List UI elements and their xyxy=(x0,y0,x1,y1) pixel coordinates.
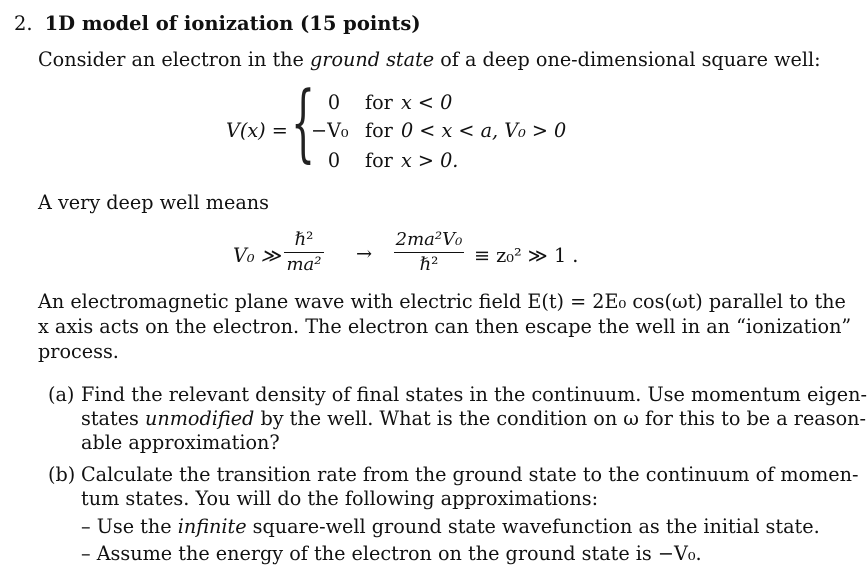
dash-marker: – xyxy=(81,542,91,565)
intro-text-after: of a deep one-dimensional square well: xyxy=(434,48,821,71)
problem-heading xyxy=(14,12,421,35)
fraction-2ma2V0-over-hbar2 xyxy=(394,229,464,275)
intro-text-before: Consider an electron in the xyxy=(38,48,310,71)
problem-number: 2. xyxy=(14,12,33,35)
deep-well-lhs: V₀ ≫ xyxy=(233,244,281,267)
part-b-line-1: Calculate the transition rate from the ground state to the continuum of momen- xyxy=(81,463,859,486)
potential-lhs: V(x) = xyxy=(226,119,288,142)
part-b-label: (b) xyxy=(48,463,76,486)
implies-arrow: → xyxy=(356,242,373,265)
part-a-line-1: Find the relevant density of final states in the continuum. Use momentum eigen- xyxy=(81,383,867,406)
case-value-1: 0 xyxy=(327,91,341,114)
intro-sentence xyxy=(38,48,821,71)
case-condition-1: x < 0 xyxy=(401,91,453,114)
part-a-line-3: able approximation? xyxy=(81,431,280,454)
fraction2-denominator: ℏ² xyxy=(419,254,439,275)
case-condition-2: 0 < x < a, V₀ > 0 xyxy=(401,119,567,142)
paragraph-line-2: x axis acts on the electron. The electron can then escape the well in an “ionization” xyxy=(38,315,852,338)
case-for-2: for xyxy=(365,119,393,142)
part-a-label: (a) xyxy=(48,383,75,406)
deep-well-rhs: ≡ z₀² ≫ 1 . xyxy=(474,244,579,267)
fraction1-bar xyxy=(284,252,324,253)
part-b-line-2: tum states. You will do the following approximations: xyxy=(81,487,599,510)
paragraph-line-3: process. xyxy=(38,340,119,363)
fraction1-denominator: ma² xyxy=(286,254,322,275)
case-value-2: −V₀ xyxy=(311,119,349,142)
fraction2-bar xyxy=(394,252,464,253)
part-b-subitem-1: – Use the infinite square-well ground state wavefunction as the initial state. xyxy=(81,515,820,538)
paragraph-line-1: An electromagnetic plane wave with electric field E(t) = 2E₀ cos(ωt) parallel to the xyxy=(38,290,846,313)
problem-title: 1D model of ionization (15 points) xyxy=(44,12,421,35)
deep-well-text: A very deep well means xyxy=(38,191,269,214)
intro-emphasis: ground state xyxy=(309,48,435,71)
fraction2-numerator: 2ma²V₀ xyxy=(395,229,463,250)
case-condition-3: x > 0. xyxy=(401,149,459,172)
dash-marker: – xyxy=(81,515,91,538)
part-a-line-2: states unmodified by the well. What is the condition on ω for this to be a reason- xyxy=(81,407,866,430)
case-for-1: for xyxy=(365,91,393,114)
fraction1-numerator: ℏ² xyxy=(294,229,314,250)
part-b-subitem-2: – Assume the energy of the electron on the ground state is −V₀. xyxy=(81,542,702,565)
left-brace: { xyxy=(291,73,316,171)
fraction-hbar-over-ma2 xyxy=(284,229,324,275)
case-for-3: for xyxy=(365,149,393,172)
case-value-3: 0 xyxy=(327,149,341,172)
